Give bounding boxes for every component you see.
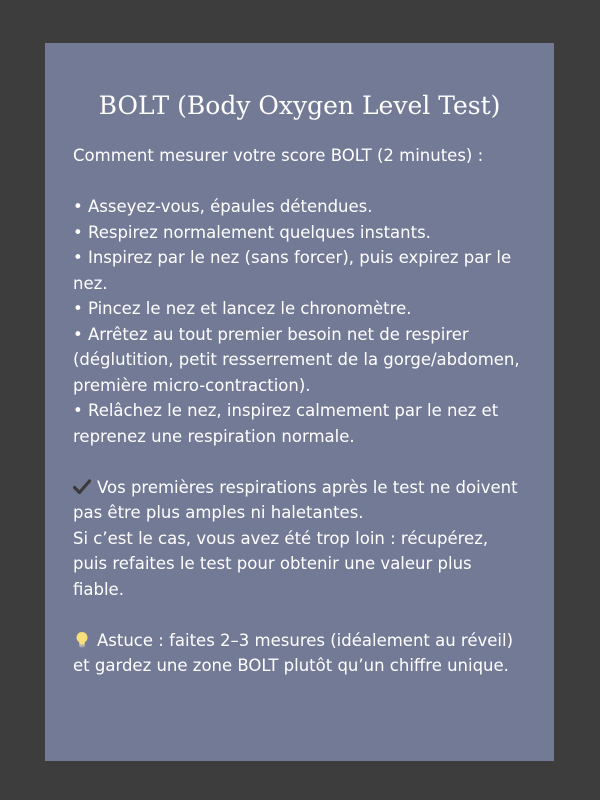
step-item: • Pincez le nez et lancez le chronomètre. — [73, 299, 412, 318]
tip-text-line — [73, 628, 526, 679]
info-card — [45, 43, 554, 761]
step-item: • Arrêtez au tout premier besoin net de respirer (déglutition, petit resserrement de la gorge/abdomen, première micro-contraction). — [73, 324, 520, 395]
check-mark-icon — [73, 477, 91, 493]
check-note-text: Vos premières respirations après le test ne doivent pas être plus amples ni haletantes. — [73, 477, 518, 522]
check-note-line1 — [73, 475, 526, 526]
spacer — [73, 169, 526, 195]
card-body — [73, 143, 526, 679]
step-item: • Relâchez le nez, inspirez calmement par le nez et reprenez une respiration normale. — [73, 401, 499, 446]
intro-text: Comment mesurer votre score BOLT (2 minutes) : — [73, 146, 484, 165]
light-bulb-icon — [75, 631, 89, 649]
check-note-line2: Si c’est le cas, vous avez été trop loin : récupérez, puis refaites le test pour obtenir une valeur plus fiable. — [73, 528, 489, 599]
step-item: • Inspirez par le nez (sans forcer), puis expirez par le nez. — [73, 248, 512, 293]
card-title: BOLT (Body Oxygen Level Test) — [98, 91, 501, 120]
step-item: • Asseyez-vous, épaules détendues. — [73, 197, 373, 216]
tip-text: Astuce : faites 2–3 mesures (idéalement au réveil) et gardez une zone BOLT plutôt qu’un chiffre unique. — [73, 630, 514, 675]
spacer — [73, 602, 526, 628]
spacer — [73, 449, 526, 475]
step-item: • Respirez normalement quelques instants. — [73, 222, 431, 242]
